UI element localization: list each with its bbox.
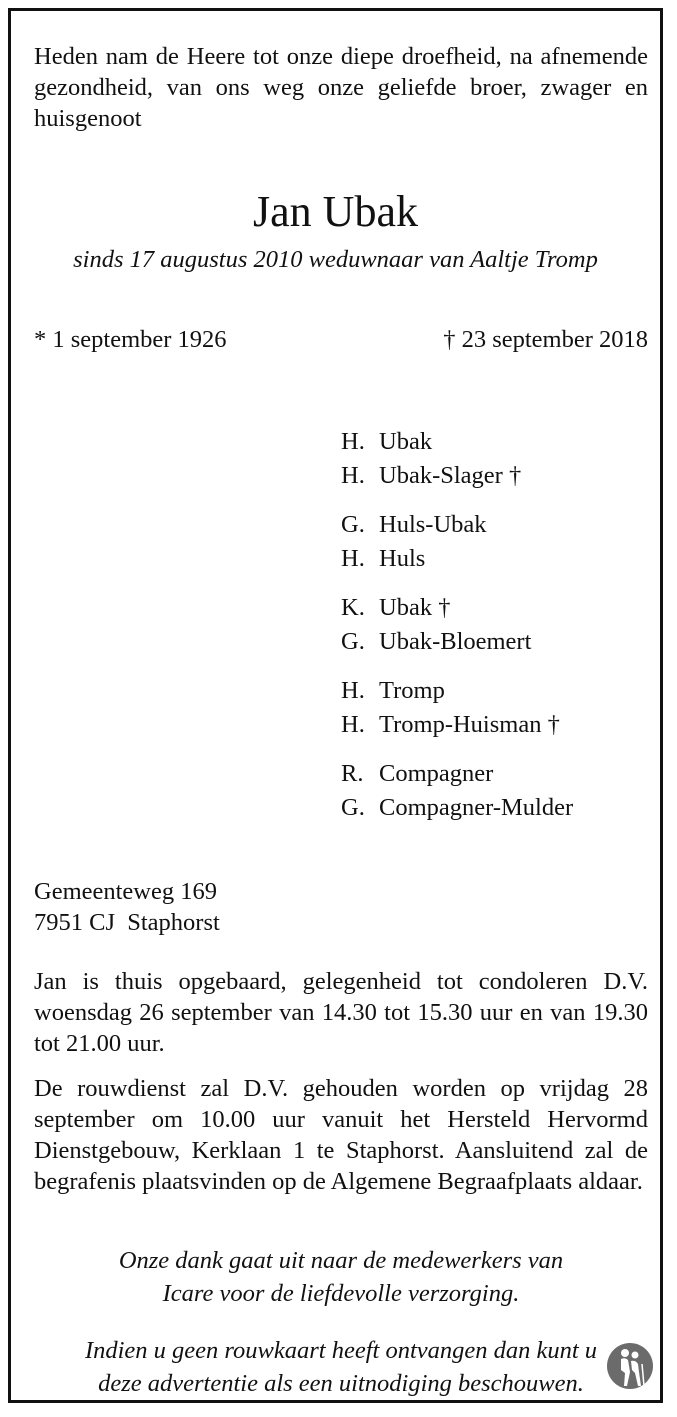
member-initial: K. [341, 594, 365, 621]
member-name: Ubak † [379, 594, 451, 621]
member-initial: G. [341, 511, 365, 538]
member-name: Huls-Ubak [379, 511, 487, 538]
family-member [341, 674, 651, 708]
life-dates [34, 326, 648, 354]
invitation-line: deze advertentie als een uitnodiging beschouwen. [98, 1370, 584, 1397]
member-initial: H. [341, 677, 365, 704]
visiting-info: Jan is thuis opgebaard, gelegenheid tot condoleren D.V. woensdag 26 september van 14.30 tot 15.30 uur en van 19.30 tot 21.00 uur. [34, 968, 648, 1057]
member-name: Huls [379, 545, 426, 572]
member-name: Compagner-Mulder [379, 794, 574, 821]
invitation-line: Indien u geen rouwkaart heeft ontvangen dan kunt u [84, 1337, 598, 1364]
family-member [341, 425, 651, 459]
member-initial: G. [341, 628, 365, 655]
family-group [341, 425, 651, 493]
obituary-card [8, 8, 663, 1403]
thanks-line: Icare voor de liefdevolle verzorging. [162, 1280, 520, 1307]
family-list [341, 425, 651, 840]
birth-date: * 1 september 1926 [34, 326, 227, 353]
address-postcode-city: 7951 CJ Staphorst [34, 909, 220, 936]
member-initial: H. [341, 428, 365, 455]
member-initial: H. [341, 545, 365, 572]
death-date: † 23 september 2018 [443, 326, 648, 353]
family-group [341, 591, 651, 659]
member-name: Ubak-Slager † [379, 462, 522, 489]
service-info: De rouwdienst zal D.V. gehouden worden op vrijdag 28 september om 10.00 uur vanuit het Hersteld Hervormd Dienstgebouw, Kerklaan 1 te Staphorst. Aansluitend zal de begrafenis plaatsvinden op de Algemene Begraafplaats aldaar. [34, 1075, 648, 1195]
thanks-note [34, 1244, 648, 1310]
member-initial: H. [341, 462, 365, 489]
member-name: Compagner [379, 760, 494, 787]
widower-line: sinds 17 augustus 2010 weduwnaar van Aaltje Tromp [73, 246, 598, 273]
family-group [341, 508, 651, 576]
intro-text: Heden nam de Heere tot onze diepe droefheid, na afnemende gezondheid, van ons weg onze geliefde broer, zwager en huisgenoot [34, 43, 648, 132]
family-member [341, 708, 651, 742]
home-address [34, 876, 220, 938]
family-member [341, 591, 651, 625]
family-group [341, 757, 651, 825]
family-member [341, 542, 651, 576]
family-group [341, 674, 651, 742]
family-member [341, 459, 651, 493]
member-initial: H. [341, 711, 365, 738]
elderly-figure-logo-icon [606, 1342, 654, 1390]
family-member [341, 757, 651, 791]
invitation-note [34, 1334, 648, 1400]
member-name: Ubak [379, 428, 433, 455]
member-name: Tromp-Huisman † [379, 711, 560, 738]
thanks-line: Onze dank gaat uit naar de medewerkers van [118, 1247, 564, 1274]
member-initial: G. [341, 794, 365, 821]
member-name: Tromp [379, 677, 445, 704]
deceased-name: Jan Ubak [253, 187, 418, 236]
family-member [341, 625, 651, 659]
member-name: Ubak-Bloemert [379, 628, 532, 655]
family-member [341, 791, 651, 825]
family-member [341, 508, 651, 542]
address-street: Gemeenteweg 169 [34, 878, 217, 905]
member-initial: R. [341, 760, 364, 787]
